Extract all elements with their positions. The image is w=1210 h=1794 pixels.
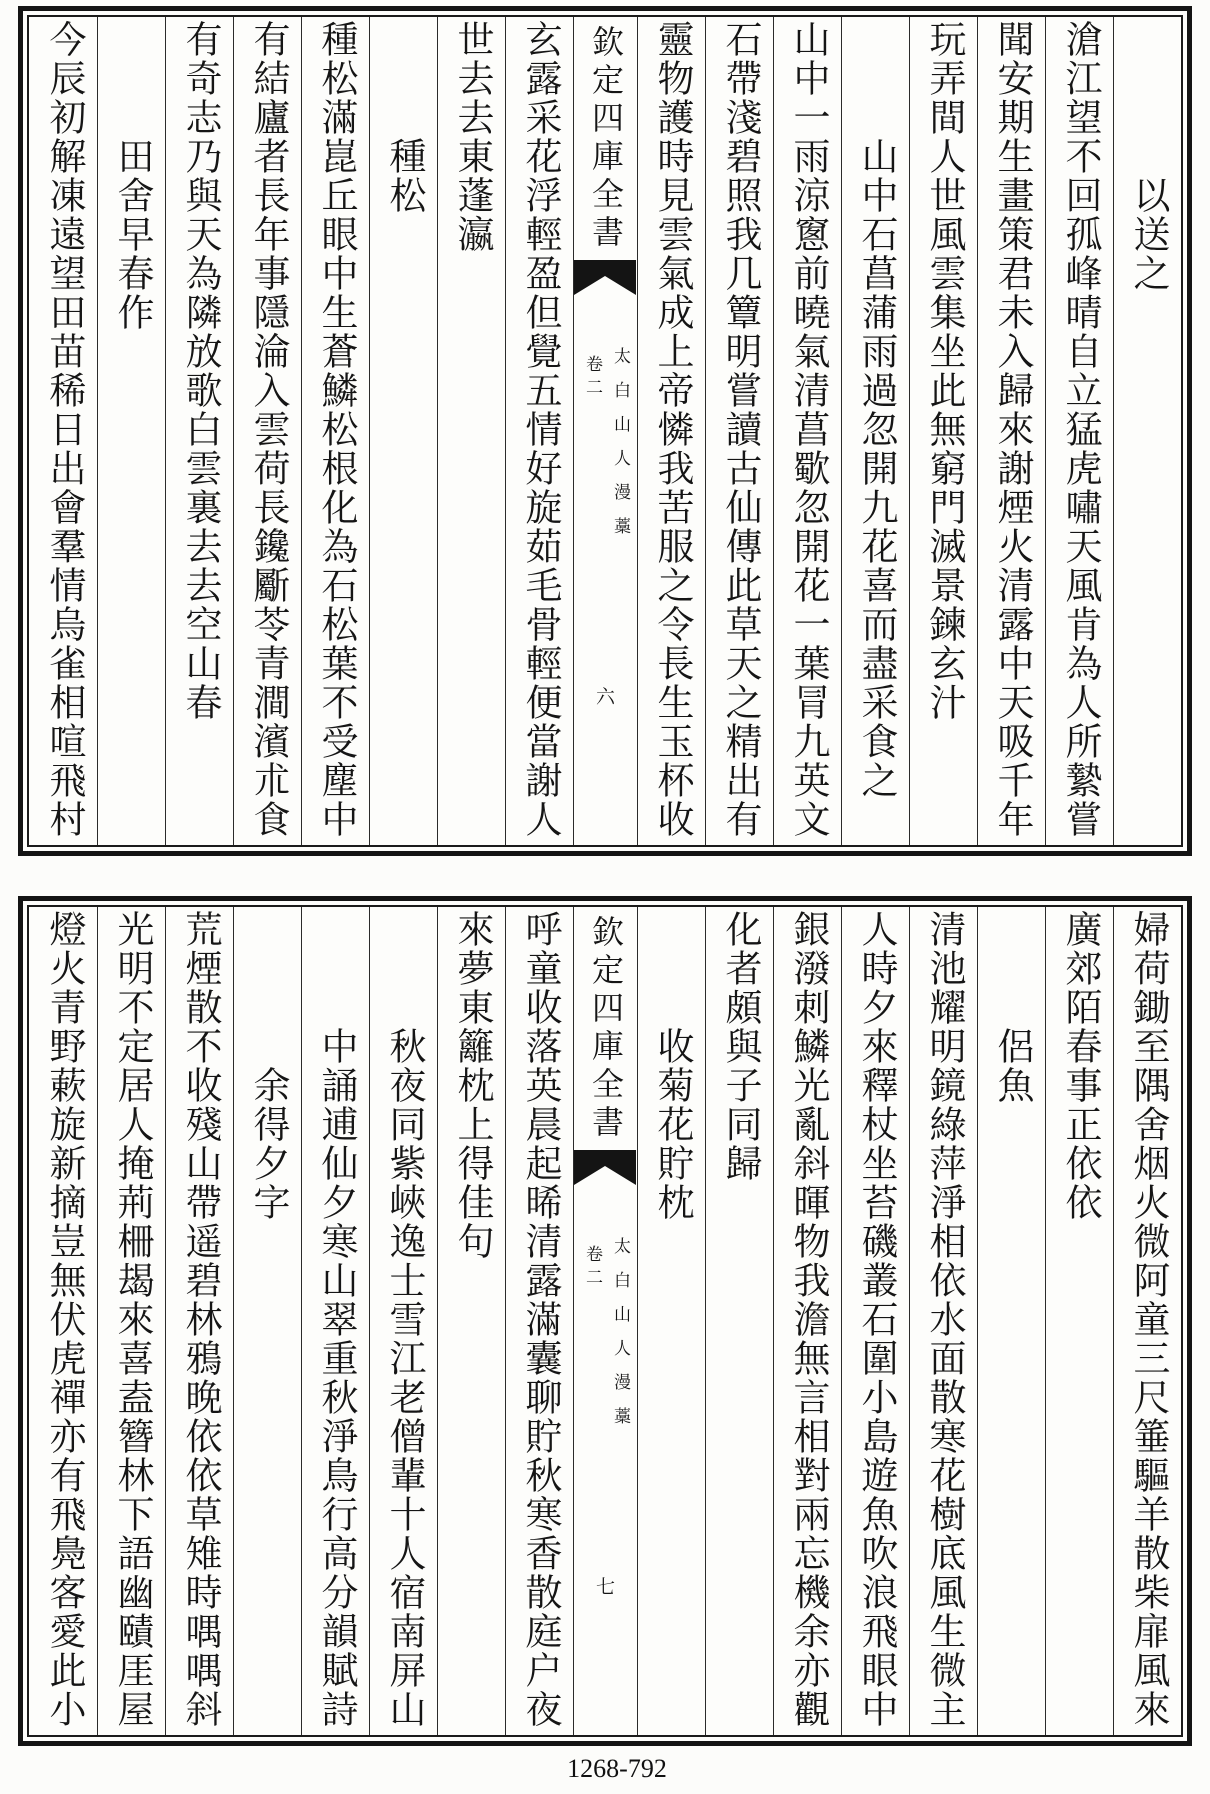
poem-title-column: 田舍早春作 [97, 17, 165, 845]
text-column: 山中一雨涼窻前曉氣清菖歜忽開花一葉冐九英文 [773, 17, 841, 845]
text-column: 荒煙散不收殘山帶遥碧林鴉晚依依草雉時喁喁斜 [165, 907, 233, 1735]
fish-tail-mark [574, 257, 636, 297]
poem-title-column: 收菊花貯枕 [637, 907, 705, 1735]
fish-tail-shape [574, 1150, 636, 1185]
text-column: 廣郊陌春事正依依 [1045, 907, 1113, 1735]
text-column: 清池耀明鏡綠萍淨相依水面散寒花樹底風生微主 [909, 907, 977, 1735]
text-column: 燈火青野蔌旋新摘豈無伏虎禪亦有飛鳧客愛此小 [43, 910, 86, 1729]
text-column: 世去去東蓬瀛 [437, 17, 505, 845]
text-column: 玄露采花浮輕盈但覺五情好旋茹毛骨輕便當謝人 [505, 17, 573, 845]
text-column: 以送之 [1113, 17, 1181, 845]
poem-title-column: 種松 [369, 17, 437, 845]
poem-title-column: 侶魚 [977, 907, 1045, 1735]
text-column: 人時夕來釋杖坐苔磯叢石圍小島遊魚吹浪飛眼中 [841, 907, 909, 1735]
poem-title-column: 中誦逋仙夕寒山翠重秋淨鳥行高分韻賦詩 [301, 907, 369, 1735]
text-column: 石帶淺碧照我几簟明嘗讀古仙傳此草天之精出有 [705, 17, 773, 845]
text-column: 婦荷鋤至隅舍烟火微阿童三尺箠驅羊散柴扉風來 [1113, 907, 1181, 1735]
text-column: 種松滿崑丘眼中生蒼鱗松根化為石松葉不受塵中 [301, 17, 369, 845]
text-column: 有結廬者長年事隱淪入雲荷長鑱斸苓青澗濱朮食 [233, 17, 301, 845]
book-title: 太白山人漫藁 [610, 347, 630, 551]
volume-label: 卷二 [582, 355, 602, 401]
poem-title-column: 秋夜同紫峽逸士雪江老僧輩十人宿南屏山 [369, 907, 437, 1735]
text-column: 有奇志乃與天為隣放歌白雲裏去去空山春 [165, 17, 233, 845]
volume-label: 卷二 [582, 1245, 602, 1291]
text-column: 今辰初解凍遠望田苗稀日出會羣情烏雀相喧飛村 [43, 20, 86, 839]
page-number: 七 [595, 1576, 615, 1598]
page-grid [27, 15, 1183, 847]
poem-title-column: 山中石菖蒲雨過忽開九花喜而盡采食之 [841, 17, 909, 845]
text-column: 光明不定居人掩荊柵朅來喜盍簪林下語幽賾厓屋 [97, 907, 165, 1735]
text-column: 呼童收落英晨起晞清露滿囊聊貯秋寒香散庭户夜 [505, 907, 573, 1735]
page-frame [18, 6, 1192, 856]
text-column: 玩弄間人世風雲集坐此無窮門滅景鍊玄汁 [909, 17, 977, 845]
scan-reference-code: 1268-792 [567, 1754, 667, 1783]
center-fold-column [573, 907, 637, 1735]
series-title: 欽定四庫全書 [587, 25, 625, 253]
text-column: 靈物護時見雲氣成上帝憐我苦服之令長生玉杯收 [637, 17, 705, 845]
fish-tail-shape [574, 260, 636, 295]
page-frame [18, 896, 1192, 1746]
book-title: 太白山人漫藁 [610, 1237, 630, 1441]
poem-title-column: 余得夕字 [233, 907, 301, 1735]
text-column: 銀潑刺鱗光亂斜暉物我澹無言相對兩忘機余亦觀 [773, 907, 841, 1735]
page-number: 六 [595, 686, 615, 708]
text-column: 聞安期生畫策君未入歸來謝煙火清露中天吸千年 [977, 17, 1045, 845]
page-grid [27, 905, 1183, 1737]
series-title: 欽定四庫全書 [587, 915, 625, 1143]
center-fold-column [573, 17, 637, 845]
text-column: 化者頗與子同歸 [705, 907, 773, 1735]
fish-tail-mark [574, 1147, 636, 1187]
text-column: 來夢東籬枕上得佳句 [437, 907, 505, 1735]
text-column: 滄江望不回孤峰晴自立猛虎嘯天風肯為人所縶嘗 [1045, 17, 1113, 845]
